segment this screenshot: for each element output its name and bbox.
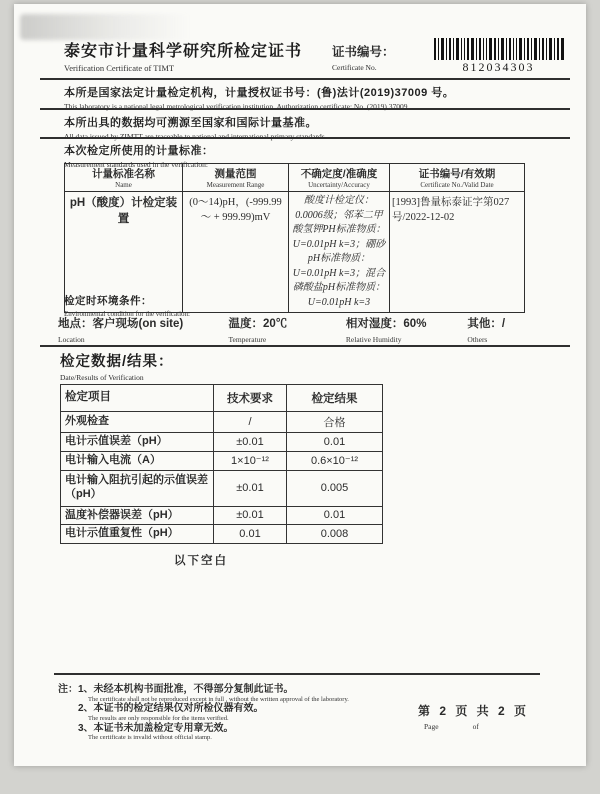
- environment-row: [58, 314, 566, 344]
- standard-range: (0～14)pH，(-999.99 ～ + 999.99)mV: [183, 192, 289, 313]
- traceability-statement-en: All data issued by ZIMTT are traceable to national and international primary standards.: [64, 132, 327, 141]
- traceability-statement-cn: 本所出具的数据均可溯源至国家和国际计量基准。: [64, 117, 317, 129]
- environment-temperature: 温度：20℃ Temperature: [228, 318, 288, 344]
- standard-name: pH（酸度）计检定装置: [65, 192, 183, 313]
- results-heading-cn: 检定数据/结果：: [60, 354, 174, 370]
- table-row: [61, 451, 383, 470]
- divider: [40, 78, 570, 80]
- certificate-no-label-en: Certificate No.: [332, 63, 377, 72]
- result-requirement: 1×10⁻¹²: [214, 451, 287, 470]
- environment-heading-en: Environmental condition for the verification:: [64, 310, 190, 318]
- table-row: [61, 525, 383, 544]
- authorization-statement: [64, 84, 566, 111]
- page-title-en: Verification Certificate of TIMT: [64, 63, 175, 73]
- results-heading: [60, 350, 174, 382]
- page-word: Page: [424, 722, 439, 731]
- page-title: 泰安市计量科学研究所检定证书: [64, 43, 303, 60]
- standards-col-uncertainty: 不确定度/准确度 Uncertainty/Accuracy: [289, 164, 390, 192]
- footer-notes: [58, 684, 388, 742]
- note-2-cn: 2、本证书的检定结果仅对所检仪器有效。: [78, 703, 264, 715]
- result-requirement: ±0.01: [214, 506, 287, 525]
- environment-heading-cn: 检定时环境条件：: [64, 295, 152, 307]
- notes-label: 注：: [58, 684, 78, 695]
- standards-col-range: 测量范围 Measurement Range: [183, 164, 289, 192]
- environment-location: 地点：客户现场(on site) Location: [58, 318, 184, 344]
- results-table: [60, 384, 383, 544]
- divider: [40, 108, 570, 110]
- certificate-number: 812034303: [462, 60, 535, 74]
- divider: [40, 345, 570, 347]
- standards-heading-en: Measurement standards used in the verification:: [64, 160, 208, 169]
- results-col-item: 检定项目: [61, 385, 214, 412]
- result-item: 电计输入阻抗引起的示值误差（pH）: [61, 470, 214, 506]
- result-item: 电计示值重复性（pH）: [61, 525, 214, 544]
- certificate-no-label-cn: 证书编号：: [332, 45, 395, 59]
- table-row: [61, 470, 383, 506]
- result-value: 0.01: [287, 506, 383, 525]
- standard-certificate: [1993]鲁量标泰证字第027号/2022-12-02: [390, 192, 525, 313]
- page-number: 第 2 页 共 2 页: [418, 704, 530, 718]
- results-heading-en: Date/Results of Verification: [60, 373, 144, 382]
- result-item: 温度补偿器误差（pH）: [61, 506, 214, 525]
- result-item: 电计示值误差（pH）: [61, 433, 214, 452]
- standards-col-name: 计量标准名称 Name: [65, 164, 183, 192]
- result-value: 0.005: [287, 470, 383, 506]
- certificate-paper: [14, 4, 586, 766]
- standards-heading-cn: 本次检定所使用的计量标准：: [64, 145, 214, 157]
- results-table-header-row: [61, 385, 383, 412]
- result-value: 0.6×10⁻¹²: [287, 451, 383, 470]
- results-col-requirement: 技术要求: [214, 385, 287, 412]
- page-number-block: [418, 702, 529, 731]
- result-value: 0.008: [287, 525, 383, 544]
- result-item: 外观检查: [61, 412, 214, 433]
- standards-table-header-row: [65, 164, 525, 192]
- table-row: [61, 506, 383, 525]
- result-value: 合格: [287, 412, 383, 433]
- authorization-statement-en: This laboratory is a national legal metrological verification institution. Authorization certificate: No. (2019) 37009.: [64, 102, 410, 111]
- result-requirement: ±0.01: [214, 470, 287, 506]
- certificate-number-block: [426, 38, 571, 75]
- note-3-cn: 3、本证书未加盖检定专用章无效。: [78, 722, 234, 734]
- table-row: [61, 433, 383, 452]
- environment-others: 其他：/ Others: [467, 318, 506, 344]
- end-of-data-note: 以下空白: [174, 555, 228, 567]
- standards-col-certificate: 证书编号/有效期 Certificate No./Valid Date: [390, 164, 525, 192]
- note-3-en: The certificate is invalid without official stamp.: [88, 734, 212, 742]
- standards-table: [64, 163, 525, 313]
- divider: [40, 137, 570, 139]
- divider: [54, 673, 540, 675]
- certificate-no-label: [332, 42, 395, 72]
- authorization-statement-cn: 本所是国家法定计量检定机构，计量授权证书号：(鲁)法计(2019)37009 号。: [64, 87, 455, 99]
- scan-artifact: [20, 14, 190, 40]
- results-col-result: 检定结果: [287, 385, 383, 412]
- result-requirement: /: [214, 412, 287, 433]
- header-title-block: [64, 38, 302, 73]
- table-row: [61, 412, 383, 433]
- result-value: 0.01: [287, 433, 383, 452]
- result-requirement: ±0.01: [214, 433, 287, 452]
- note-2-en: The results are only responsible for the items verified.: [88, 714, 229, 722]
- result-requirement: 0.01: [214, 525, 287, 544]
- standard-uncertainty: 酸度计检定仪：0.0006级；邻苯二甲酸氢钾PH标准物质：U=0.01pH k=3；硼砂pH标准物质：U=0.01pH k=3；混合磷酸盐pH标准物质：U=0.01pH k=3: [289, 192, 390, 313]
- environment-humidity: 相对湿度：60% Relative Humidity: [345, 318, 427, 344]
- barcode-icon: [428, 38, 570, 60]
- note-1-cn: 1、未经本机构书面批准，不得部分复制此证书。: [78, 684, 294, 695]
- note-1-en: The certificate shall not be reproduced except in full , without the written approval of the laboratory.: [88, 695, 349, 703]
- of-word: of: [472, 722, 479, 731]
- result-item: 电计输入电流（A）: [61, 451, 214, 470]
